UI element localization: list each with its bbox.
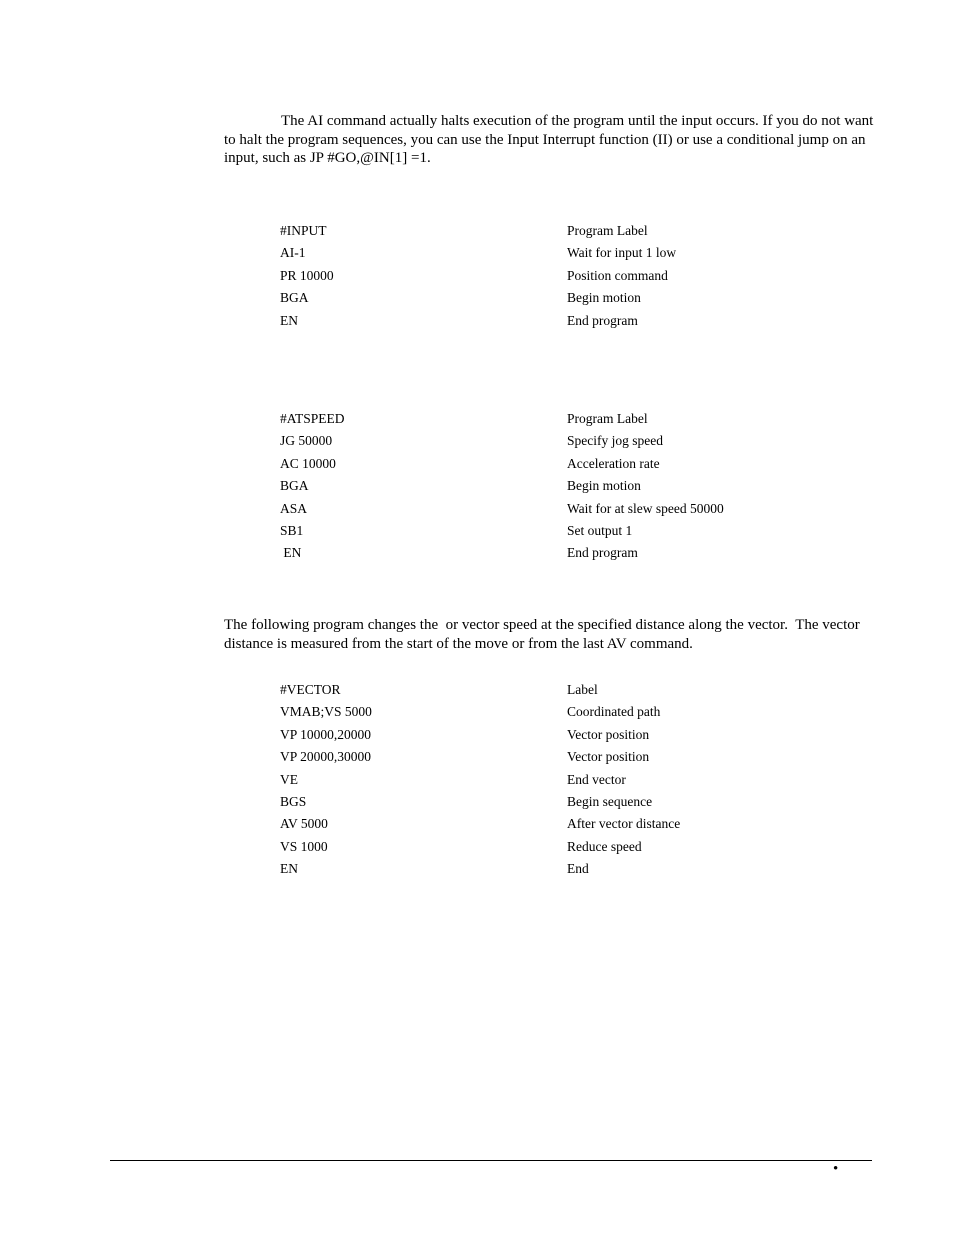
code-row (280, 498, 780, 520)
code-comment: Begin motion (567, 290, 641, 306)
code-row (280, 265, 780, 287)
code-comment: Program Label (567, 411, 648, 426)
code-comment: Wait for at slew speed 50000 (567, 500, 724, 516)
code-command: VP 10000,20000 (280, 726, 372, 742)
code-command: EN (280, 545, 302, 561)
code-row (280, 858, 780, 880)
code-row (280, 769, 780, 791)
code-comment: Specify jog speed (567, 433, 663, 449)
code-row (280, 453, 780, 475)
code-comment: Vector position (567, 749, 650, 765)
program-input-listing (280, 220, 780, 332)
code-command: PR 10000 (280, 267, 334, 283)
code-row (280, 408, 780, 430)
code-command: SB1 (280, 522, 304, 538)
footer-rule (110, 1160, 872, 1161)
code-comment: End vector (567, 771, 626, 787)
code-row (280, 287, 780, 309)
code-command: BGA (280, 290, 309, 306)
code-row (280, 520, 780, 542)
code-command: AV 5000 (280, 816, 328, 832)
code-comment: Begin sequence (567, 793, 653, 809)
footer-bullet-icon: • (833, 1161, 839, 1177)
code-command: VS 1000 (280, 838, 328, 854)
code-row (280, 430, 780, 452)
code-comment: Wait for input 1 low (567, 245, 677, 261)
program-atspeed-listing (280, 408, 780, 565)
code-command: EN (280, 861, 298, 877)
code-row (280, 310, 780, 332)
code-comment: Coordinated path (567, 704, 661, 720)
code-row (280, 475, 780, 497)
code-command: #VECTOR (280, 682, 341, 697)
program-vector-listing (280, 679, 780, 881)
code-row (280, 701, 780, 723)
code-command: ASA (280, 500, 308, 516)
code-comment: Reduce speed (567, 838, 642, 854)
vector-paragraph: The following program changes the or vector speed at the specified distance along the vector. The vector distance is measured from the start of the move or from the last AV command. (224, 617, 864, 652)
code-command: VP 20000,30000 (280, 749, 372, 765)
code-command: BGA (280, 478, 309, 494)
intro-paragraph: The AI command actually halts execution of the program until the input occurs. If you do not want to halt the program sequences, you can use the Input Interrupt function (II) or use a conditional jump on an input, such as JP #GO,@IN[1] =1. (224, 113, 874, 166)
code-comment: Label (567, 682, 598, 697)
code-row (280, 242, 780, 264)
code-row (280, 724, 780, 746)
code-command: #ATSPEED (280, 411, 345, 426)
code-comment: End program (567, 545, 638, 561)
code-command: BGS (280, 793, 307, 809)
code-row (280, 746, 780, 768)
code-row (280, 813, 780, 835)
code-command: VE (280, 771, 298, 787)
code-comment: Position command (567, 267, 668, 283)
code-command: AI-1 (280, 245, 306, 261)
code-row (280, 836, 780, 858)
code-command: AC 10000 (280, 455, 336, 471)
code-comment: End (567, 861, 589, 877)
code-command: #INPUT (280, 223, 327, 238)
code-comment: Begin motion (567, 478, 641, 494)
code-command: JG 50000 (280, 433, 333, 449)
code-comment: Set output 1 (567, 522, 633, 538)
code-comment: End program (567, 312, 638, 328)
code-row (280, 679, 780, 701)
code-row (280, 220, 780, 242)
code-command: EN (280, 312, 298, 328)
code-command: VMAB;VS 5000 (280, 704, 372, 720)
code-comment: Vector position (567, 726, 650, 742)
code-comment: After vector distance (567, 816, 681, 832)
code-row (280, 791, 780, 813)
code-comment: Acceleration rate (567, 455, 660, 471)
code-row (280, 542, 780, 564)
code-comment: Program Label (567, 223, 648, 238)
